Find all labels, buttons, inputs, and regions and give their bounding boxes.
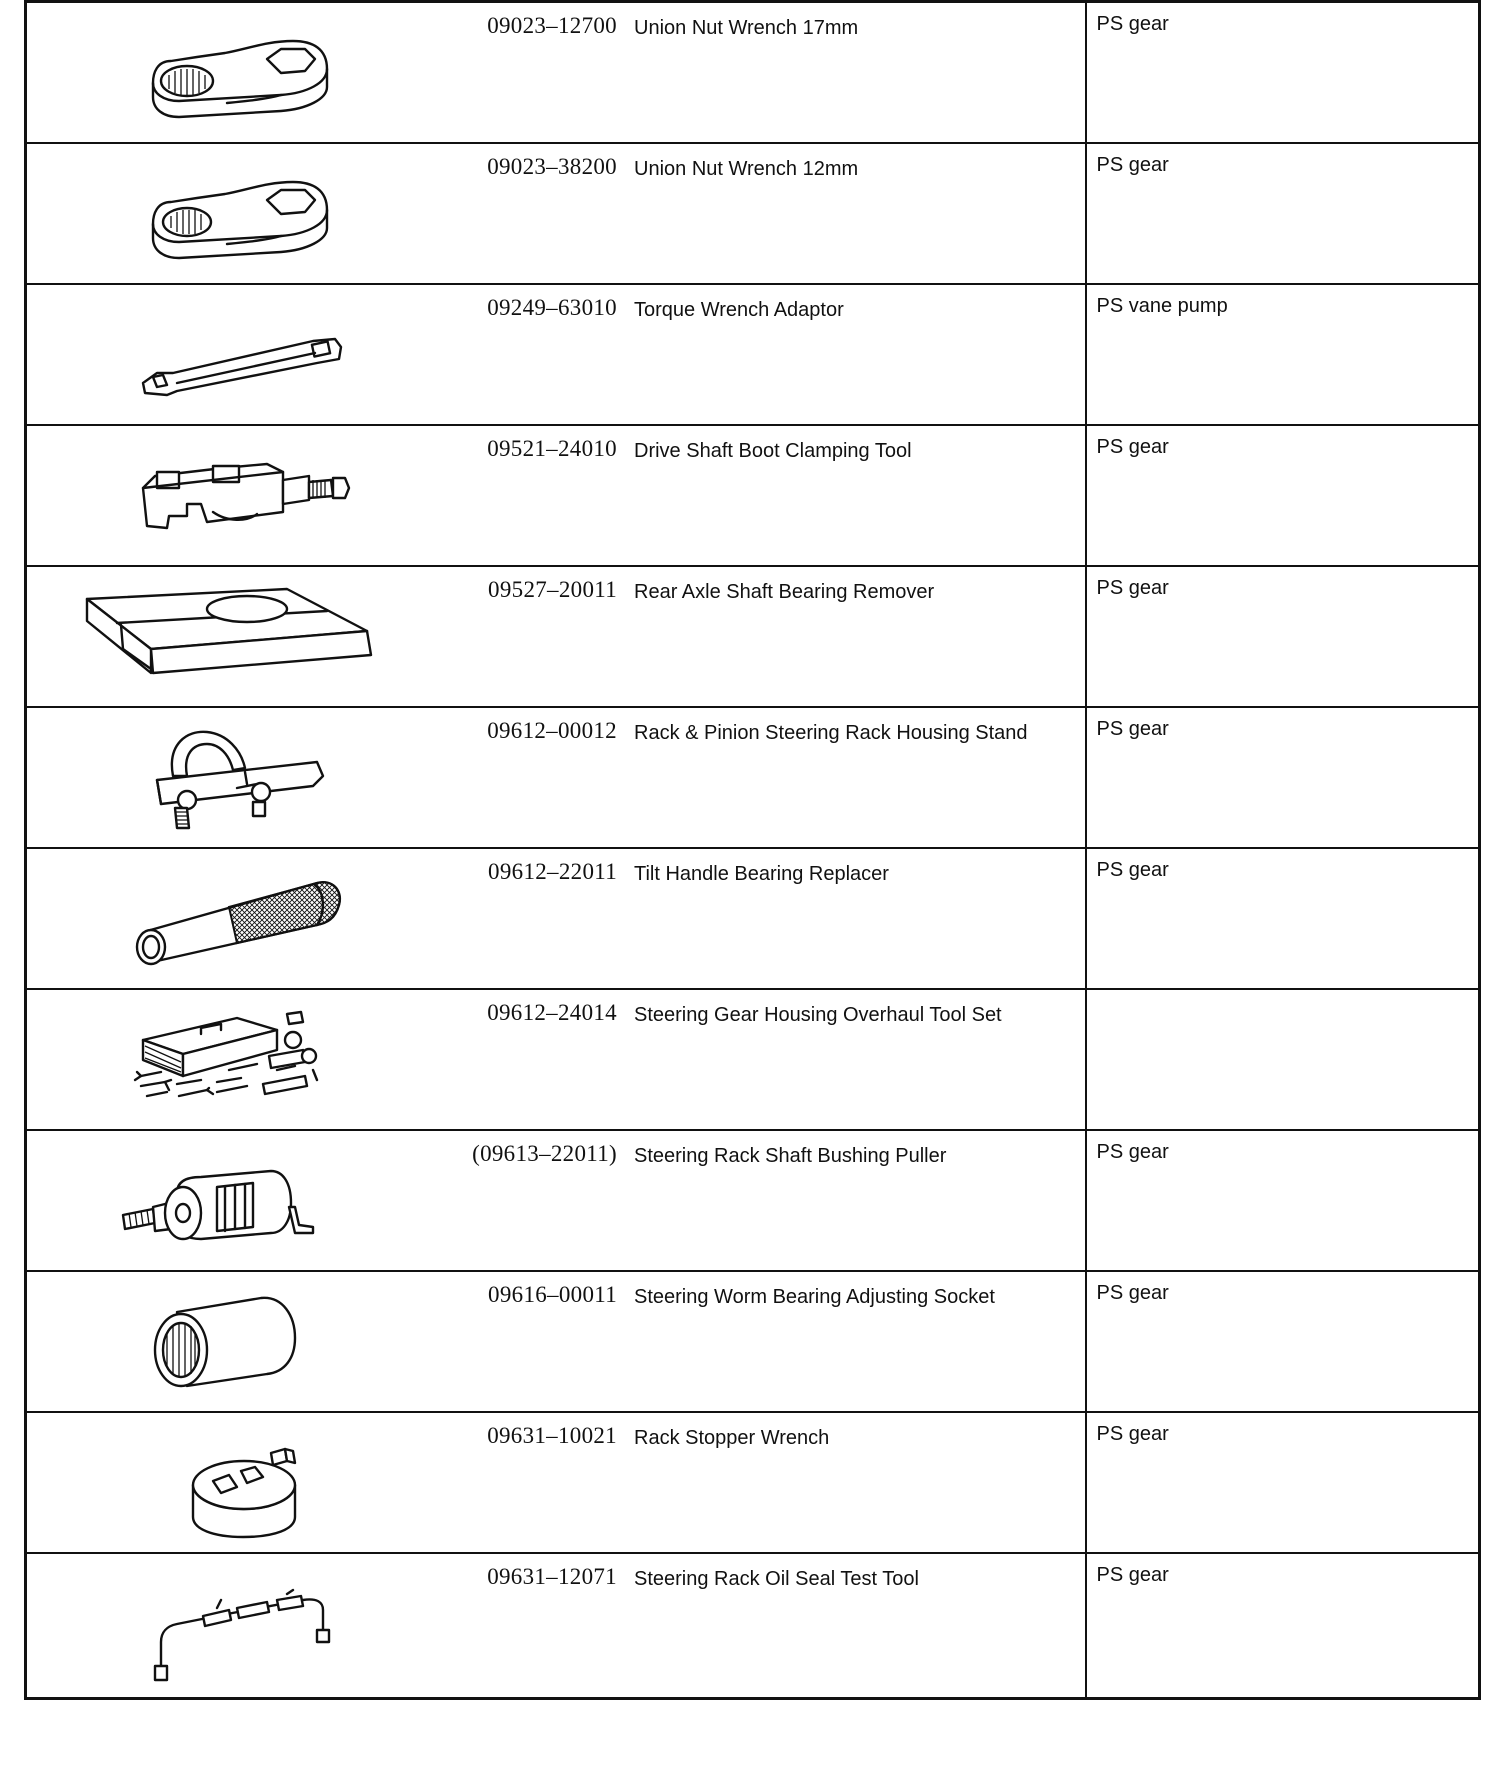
tool-usage: PS gear [1096,1423,1169,1445]
part-number: 09631–10021 [487,1423,617,1448]
tool-name: Steering Worm Bearing Adjusting Socket [634,1286,995,1308]
special-service-tools-table [24,0,1481,1700]
tool-usage: PS gear [1096,1282,1169,1304]
housing-stand-icon [117,724,417,836]
table-row [26,1412,1480,1553]
tool-name: Tilt Handle Bearing Replacer [634,863,889,885]
table-row [26,707,1480,848]
tool-usage: PS gear [1096,13,1169,35]
part-number: (09613–22011) [472,1141,617,1166]
adjusting-socket-icon [117,1288,417,1400]
bearing-remover-plate-icon [81,577,411,689]
tool-set-case-icon [117,1000,417,1112]
tool-name: Steering Gear Housing Overhaul Tool Set [634,1004,1002,1026]
table-row [26,848,1480,989]
tool-usage: PS vane pump [1096,295,1228,317]
tool-name: Union Nut Wrench 12mm [634,158,859,180]
bushing-puller-icon [117,1147,417,1259]
table-row [26,566,1480,707]
tool-usage: PS gear [1096,577,1169,599]
tool-usage: PS gear [1096,718,1169,740]
table-row [26,1130,1480,1271]
tool-name: Union Nut Wrench 17mm [634,17,859,39]
tool-name: Rear Axle Shaft Bearing Remover [634,581,935,603]
boot-clamping-tool-icon [117,442,417,554]
tool-name: Drive Shaft Boot Clamping Tool [634,440,912,462]
union-nut-wrench-12mm-icon [117,160,417,272]
part-number: 09521–24010 [487,436,617,461]
table-row [26,1553,1480,1699]
tool-usage: PS gear [1096,436,1169,458]
part-number: 09612–22011 [488,859,617,884]
torque-wrench-adaptor-icon [117,301,417,413]
part-number: 09612–00012 [487,718,617,743]
sst-table-page [24,0,1478,1700]
table-row [26,284,1480,425]
part-number: 09527–20011 [488,577,617,602]
rack-stopper-wrench-icon [117,1429,417,1541]
part-number: 09023–38200 [487,154,617,179]
tool-usage [1087,990,1479,1000]
part-number: 09616–00011 [488,1282,617,1307]
tool-usage: PS gear [1096,859,1169,881]
tool-name: Rack & Pinion Steering Rack Housing Stand [634,722,1028,744]
table-row [26,1271,1480,1412]
part-number: 09612–24014 [487,1000,617,1025]
table-row [26,143,1480,284]
part-number: 09023–12700 [487,13,617,38]
part-number: 09249–63010 [487,295,617,320]
tool-name: Torque Wrench Adaptor [634,299,844,321]
tool-usage: PS gear [1096,1564,1169,1586]
bearing-replacer-icon [117,865,417,977]
tool-usage: PS gear [1096,1141,1169,1163]
table-row [26,425,1480,566]
part-number: 09631–12071 [487,1564,617,1589]
tool-name: Rack Stopper Wrench [634,1427,830,1449]
tool-name: Steering Rack Oil Seal Test Tool [634,1568,919,1590]
oil-seal-test-tool-icon [117,1570,417,1682]
union-nut-wrench-17mm-icon [117,19,417,131]
tool-usage: PS gear [1096,154,1169,176]
table-row [26,989,1480,1130]
tool-name: Steering Rack Shaft Bushing Puller [634,1145,947,1167]
table-row [26,2,1480,144]
